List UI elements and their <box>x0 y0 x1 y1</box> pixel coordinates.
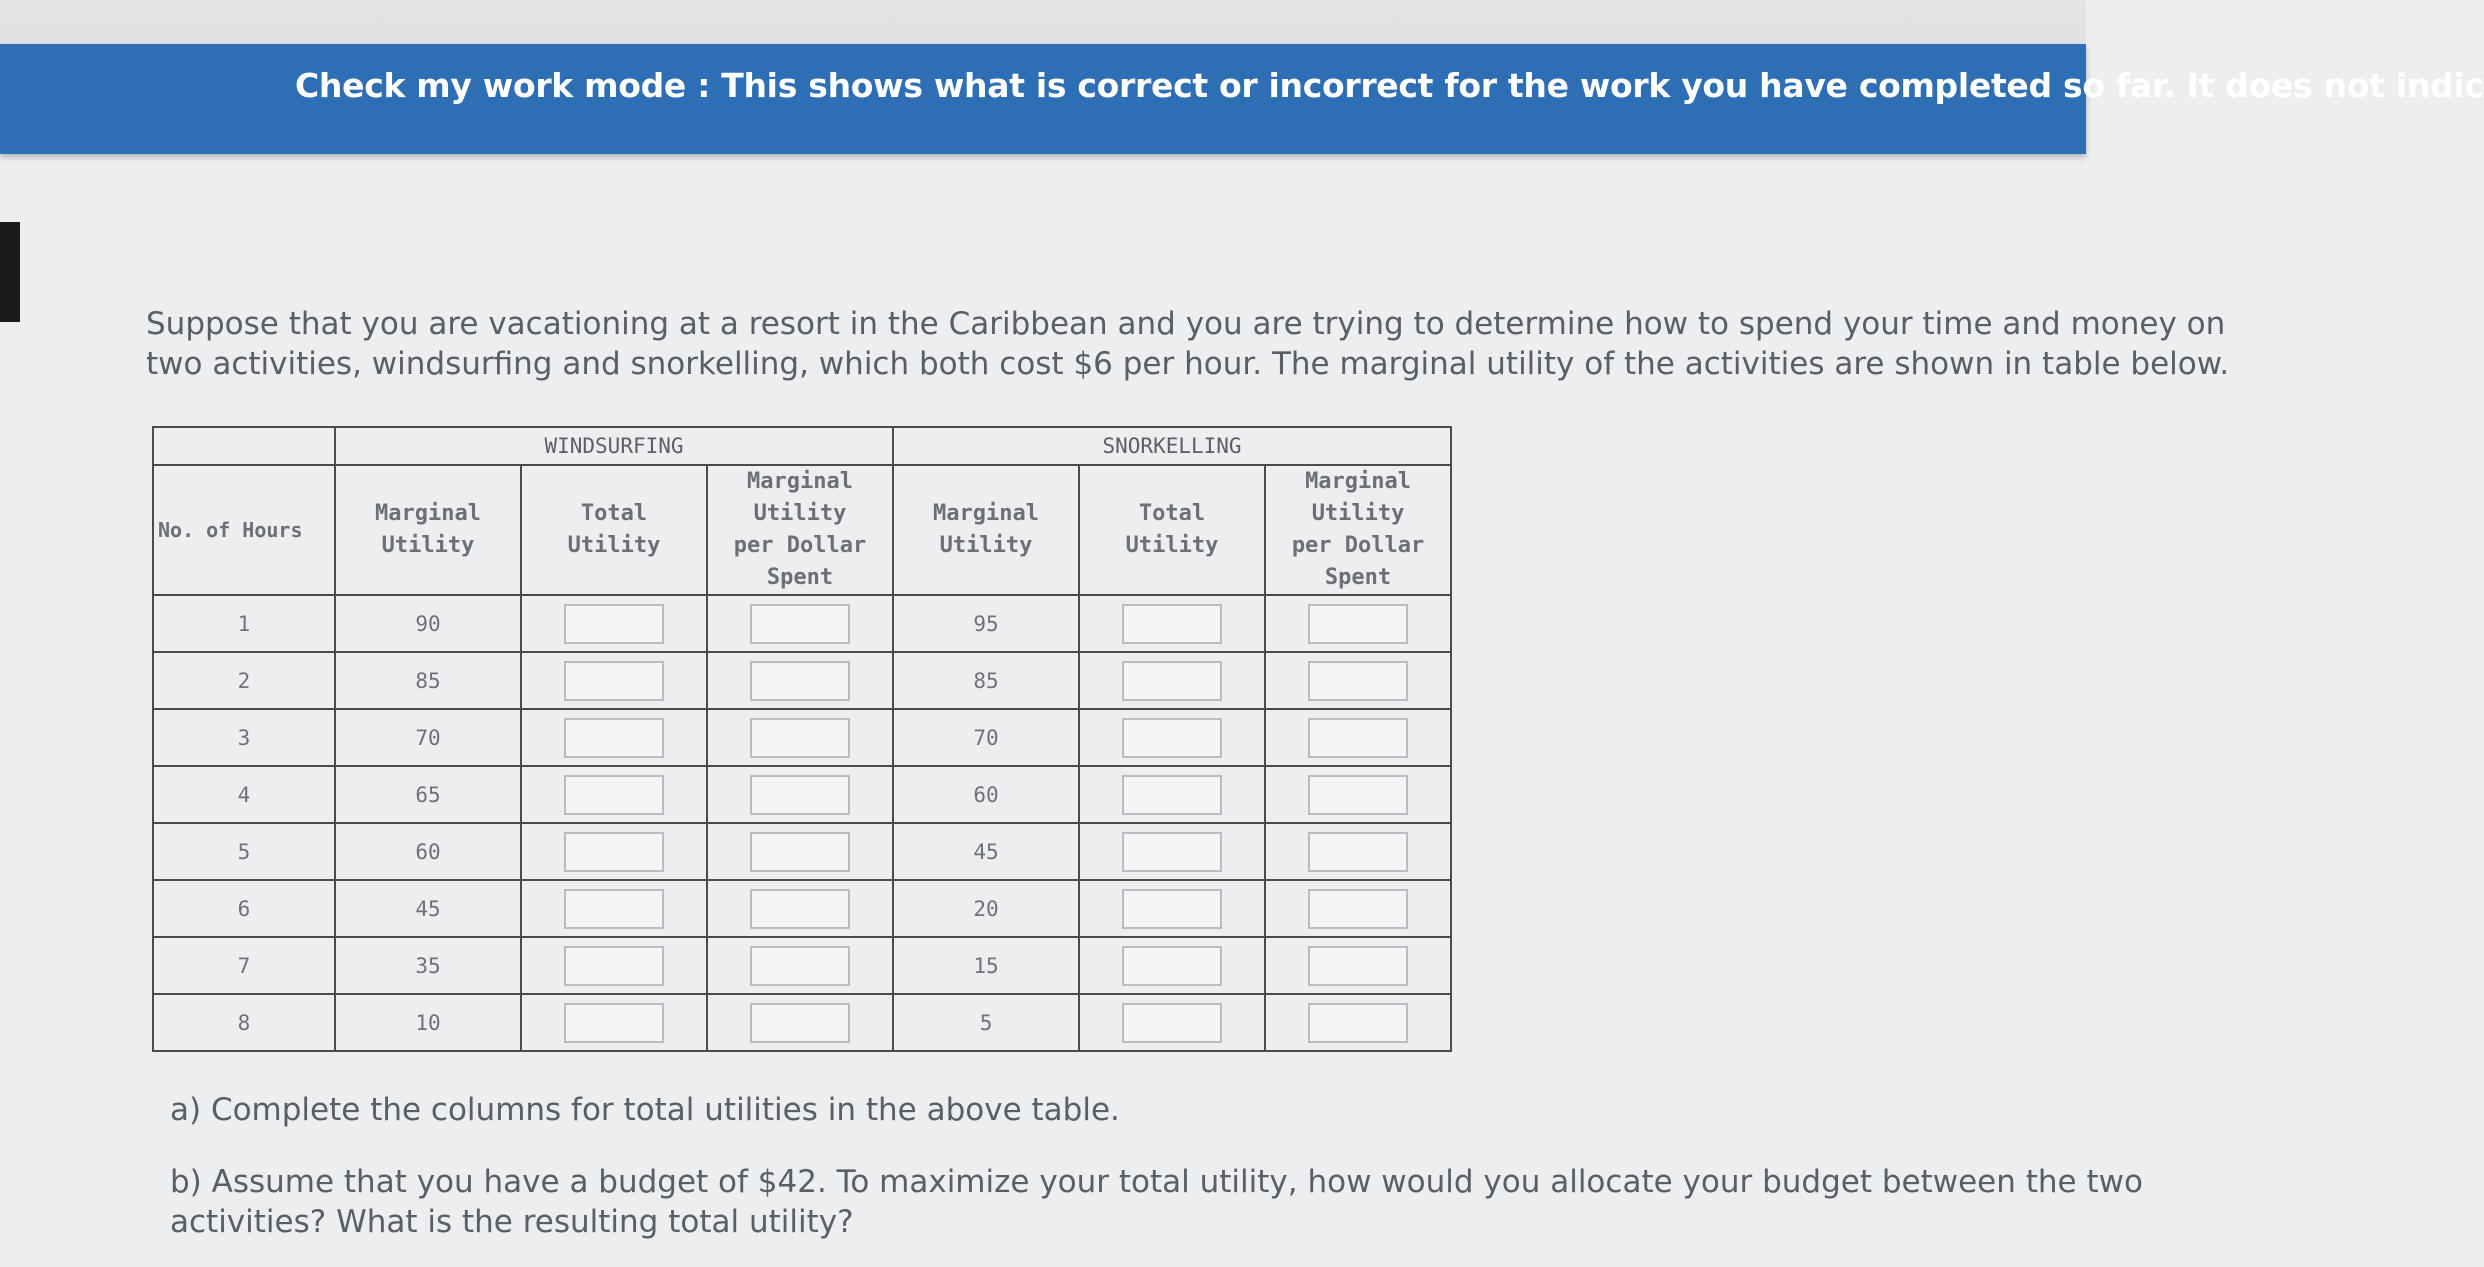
ws-total-utility-cell <box>521 652 707 709</box>
ws-mu-per-dollar-input[interactable] <box>750 604 850 644</box>
col-header-hours: No. of Hours <box>153 465 335 595</box>
ws-total-utility-input[interactable] <box>564 1003 664 1043</box>
sn-total-utility-input[interactable] <box>1122 832 1222 872</box>
ws-total-utility-input[interactable] <box>564 889 664 929</box>
question-intro <box>146 304 2230 384</box>
hdr-line: Marginal <box>933 501 1040 526</box>
sn-mu-per-dollar-cell <box>1265 823 1451 880</box>
sn-total-utility-cell <box>1079 766 1265 823</box>
intro-line-1: Suppose that you are vacationing at a resort in the Caribbean and you are trying to determine how to spend your time and money on <box>146 306 2226 342</box>
ws-mu-per-dollar-cell <box>707 709 893 766</box>
part-b-line-1: b) Assume that you have a budget of $42. To maximize your total utility, how would you allocate your budget between the two <box>170 1164 2143 1200</box>
sn-marginal-utility-cell: 95 <box>893 595 1079 652</box>
sn-total-utility-input[interactable] <box>1122 946 1222 986</box>
ws-marginal-utility-cell: 10 <box>335 994 521 1051</box>
part-b-text <box>170 1162 2143 1242</box>
sn-total-utility-cell <box>1079 937 1265 994</box>
corner-header <box>153 427 335 465</box>
col-header-sn-mu-per-dollar <box>1265 465 1451 595</box>
sn-marginal-utility-cell: 70 <box>893 709 1079 766</box>
ws-mu-per-dollar-cell <box>707 937 893 994</box>
browser-top-strip <box>0 0 2086 44</box>
ws-marginal-utility-cell: 90 <box>335 595 521 652</box>
ws-total-utility-cell <box>521 595 707 652</box>
hdr-line: Spent <box>1324 565 1392 590</box>
sn-mu-per-dollar-cell <box>1265 937 1451 994</box>
sn-total-utility-cell <box>1079 595 1265 652</box>
ws-mu-per-dollar-cell <box>707 823 893 880</box>
sn-total-utility-input[interactable] <box>1122 718 1222 758</box>
hdr-line: Marginal <box>747 469 853 494</box>
hours-cell: 2 <box>153 652 335 709</box>
ws-total-utility-input[interactable] <box>564 775 664 815</box>
banner-text: Check my work mode : This shows what is correct or incorrect for the work you have completed so far. It does not indic <box>295 66 2484 105</box>
hdr-line: per Dollar <box>733 533 867 558</box>
sn-mu-per-dollar-input[interactable] <box>1308 775 1408 815</box>
ws-total-utility-cell <box>521 937 707 994</box>
sn-total-utility-cell <box>1079 652 1265 709</box>
sn-mu-per-dollar-input[interactable] <box>1308 832 1408 872</box>
ws-mu-per-dollar-input[interactable] <box>750 832 850 872</box>
sn-total-utility-input[interactable] <box>1122 604 1222 644</box>
question-number-marker <box>0 222 20 322</box>
sn-marginal-utility-cell: 15 <box>893 937 1079 994</box>
hdr-line: Spent <box>766 565 834 590</box>
ws-marginal-utility-cell: 45 <box>335 880 521 937</box>
sn-total-utility-input[interactable] <box>1122 661 1222 701</box>
sn-mu-per-dollar-input[interactable] <box>1308 1003 1408 1043</box>
sn-total-utility-input[interactable] <box>1122 775 1222 815</box>
group-header-snorkelling: SNORKELLING <box>893 427 1451 465</box>
ws-mu-per-dollar-input[interactable] <box>750 775 850 815</box>
hdr-line: Utility <box>1311 501 1405 526</box>
ws-marginal-utility-cell: 35 <box>335 937 521 994</box>
ws-mu-per-dollar-input[interactable] <box>750 889 850 929</box>
ws-marginal-utility-cell: 65 <box>335 766 521 823</box>
col-header-sn-total-utility <box>1079 465 1265 595</box>
table-row <box>153 766 1451 823</box>
ws-total-utility-input[interactable] <box>564 718 664 758</box>
sn-mu-per-dollar-cell <box>1265 766 1451 823</box>
ws-total-utility-input[interactable] <box>564 946 664 986</box>
sn-marginal-utility-cell: 60 <box>893 766 1079 823</box>
hours-cell: 4 <box>153 766 335 823</box>
col-header-ws-marginal-utility <box>335 465 521 595</box>
sn-marginal-utility-cell: 5 <box>893 994 1079 1051</box>
table-row <box>153 937 1451 994</box>
hours-cell: 1 <box>153 595 335 652</box>
sn-total-utility-input[interactable] <box>1122 889 1222 929</box>
sn-mu-per-dollar-cell <box>1265 880 1451 937</box>
ws-total-utility-cell <box>521 766 707 823</box>
sn-total-utility-input[interactable] <box>1122 1003 1222 1043</box>
sn-mu-per-dollar-cell <box>1265 652 1451 709</box>
table-row <box>153 823 1451 880</box>
sn-mu-per-dollar-cell <box>1265 994 1451 1051</box>
ws-mu-per-dollar-cell <box>707 595 893 652</box>
hdr-line: Marginal <box>1305 469 1412 494</box>
hours-cell: 8 <box>153 994 335 1051</box>
ws-total-utility-input[interactable] <box>564 832 664 872</box>
col-header-ws-mu-per-dollar <box>707 465 893 595</box>
sn-mu-per-dollar-input[interactable] <box>1308 661 1408 701</box>
intro-line-2: two activities, windsurfing and snorkelling, which both cost $6 per hour. The marginal utility of the activities are shown in table below. <box>146 346 2230 382</box>
sn-total-utility-cell <box>1079 709 1265 766</box>
hours-cell: 7 <box>153 937 335 994</box>
ws-mu-per-dollar-cell <box>707 766 893 823</box>
hdr-line: Utility <box>567 533 661 558</box>
ws-total-utility-cell <box>521 823 707 880</box>
sn-mu-per-dollar-cell <box>1265 709 1451 766</box>
sn-mu-per-dollar-input[interactable] <box>1308 604 1408 644</box>
ws-mu-per-dollar-cell <box>707 652 893 709</box>
sn-marginal-utility-cell: 45 <box>893 823 1079 880</box>
hours-cell: 3 <box>153 709 335 766</box>
ws-total-utility-input[interactable] <box>564 604 664 644</box>
utility-table <box>152 426 1452 1052</box>
hdr-line: Utility <box>939 533 1033 558</box>
part-a-text: a) Complete the columns for total utilities in the above table. <box>170 1092 1120 1128</box>
hdr-line: Utility <box>381 533 475 558</box>
group-header-windsurfing: WINDSURFING <box>335 427 893 465</box>
table-row <box>153 652 1451 709</box>
check-my-work-banner <box>0 44 2484 154</box>
ws-total-utility-input[interactable] <box>564 661 664 701</box>
sn-marginal-utility-cell: 20 <box>893 880 1079 937</box>
table-row <box>153 709 1451 766</box>
table-row <box>153 595 1451 652</box>
hdr-line: Total <box>580 501 648 526</box>
sn-total-utility-cell <box>1079 823 1265 880</box>
hdr-line: Utility <box>1125 533 1219 558</box>
hours-cell: 5 <box>153 823 335 880</box>
sn-total-utility-cell <box>1079 994 1265 1051</box>
hdr-line: Utility <box>753 501 847 526</box>
table-row <box>153 994 1451 1051</box>
ws-total-utility-cell <box>521 880 707 937</box>
col-header-ws-total-utility <box>521 465 707 595</box>
sn-total-utility-cell <box>1079 880 1265 937</box>
hdr-line: Marginal <box>375 501 481 526</box>
sn-mu-per-dollar-input[interactable] <box>1308 718 1408 758</box>
ws-mu-per-dollar-cell <box>707 994 893 1051</box>
ws-marginal-utility-cell: 70 <box>335 709 521 766</box>
hours-cell: 6 <box>153 880 335 937</box>
sn-mu-per-dollar-input[interactable] <box>1308 889 1408 929</box>
table-row <box>153 880 1451 937</box>
part-b-line-2: activities? What is the resulting total utility? <box>170 1204 854 1240</box>
sn-mu-per-dollar-input[interactable] <box>1308 946 1408 986</box>
ws-mu-per-dollar-input[interactable] <box>750 1003 850 1043</box>
ws-marginal-utility-cell: 60 <box>335 823 521 880</box>
ws-marginal-utility-cell: 85 <box>335 652 521 709</box>
ws-mu-per-dollar-input[interactable] <box>750 718 850 758</box>
ws-total-utility-cell <box>521 994 707 1051</box>
ws-mu-per-dollar-input[interactable] <box>750 661 850 701</box>
ws-mu-per-dollar-input[interactable] <box>750 946 850 986</box>
hdr-line: per Dollar <box>1291 533 1425 558</box>
ws-total-utility-cell <box>521 709 707 766</box>
hdr-line: Total <box>1138 501 1206 526</box>
col-header-sn-marginal-utility <box>893 465 1079 595</box>
sn-mu-per-dollar-cell <box>1265 595 1451 652</box>
ws-mu-per-dollar-cell <box>707 880 893 937</box>
sn-marginal-utility-cell: 85 <box>893 652 1079 709</box>
